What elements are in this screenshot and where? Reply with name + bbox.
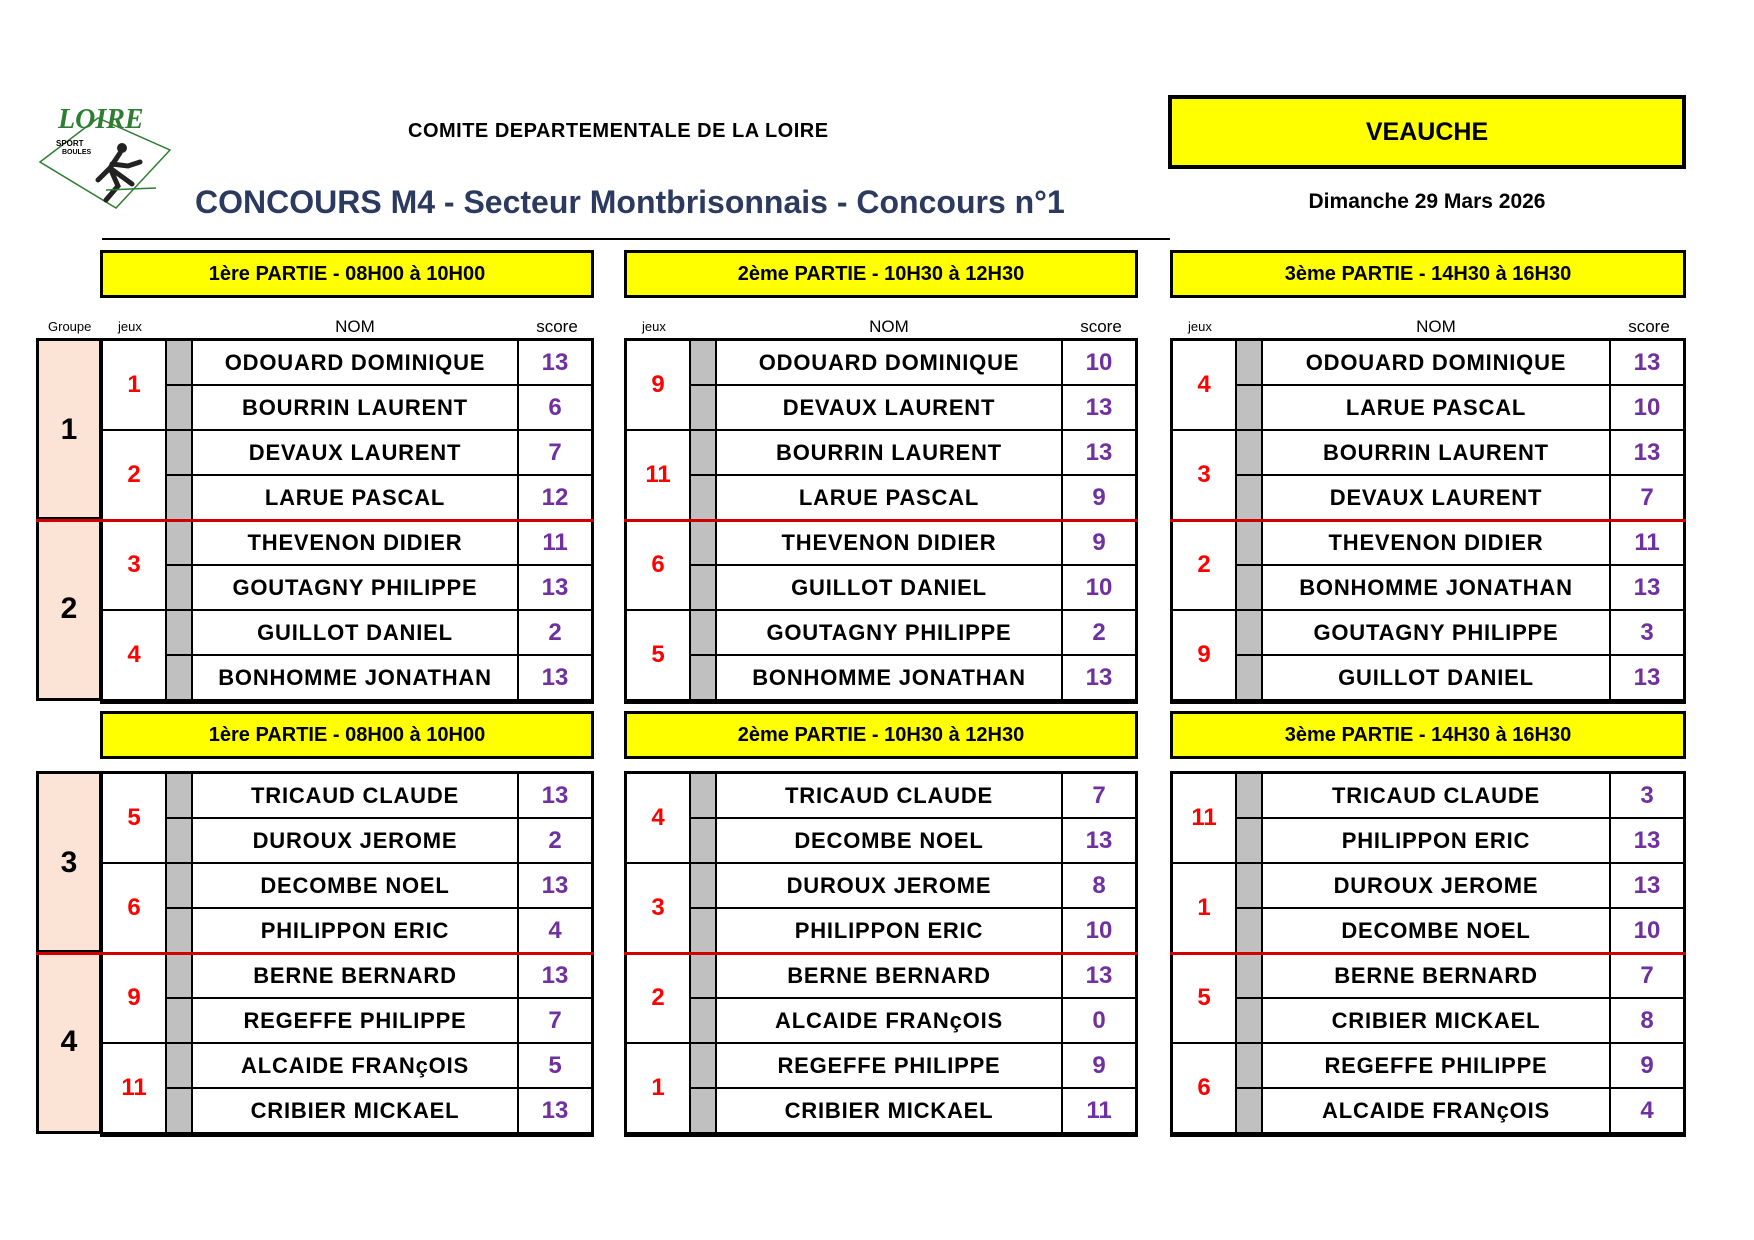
gray-spacer-cell xyxy=(691,566,717,611)
player-name: REGEFFE PHILIPPE xyxy=(717,1044,1061,1089)
player-name: DECOMBE NOEL xyxy=(717,819,1061,864)
player-name: BERNE BERNARD xyxy=(1263,954,1609,999)
phase-header: 1ère PARTIE - 08H00 à 10H00 xyxy=(100,711,594,759)
gray-spacer-cell xyxy=(167,774,193,819)
player-score: 7 xyxy=(517,431,591,476)
jeu-number: 11 xyxy=(627,431,691,521)
jeu-number: 1 xyxy=(627,1044,691,1134)
player-name: REGEFFE PHILIPPE xyxy=(1263,1044,1609,1089)
loire-sport-boules-logo xyxy=(36,104,176,214)
player-score: 13 xyxy=(517,954,591,999)
player-name: GUILLOT DANIEL xyxy=(717,566,1061,611)
player-score: 2 xyxy=(517,819,591,864)
player-name: DEVAUX LAURENT xyxy=(193,431,517,476)
gray-spacer-cell xyxy=(1237,611,1263,656)
jeu-number: 2 xyxy=(103,431,167,521)
gray-spacer-cell xyxy=(167,431,193,476)
player-name: DUROUX JEROME xyxy=(717,864,1061,909)
player-score: 3 xyxy=(1609,611,1683,656)
column-header-score: score xyxy=(536,317,578,336)
committee-name: COMITE DEPARTEMENTALE DE LA LOIRE xyxy=(408,120,829,142)
player-name: CRIBIER MICKAEL xyxy=(717,1089,1061,1134)
player-score: 2 xyxy=(1061,611,1135,656)
player-score: 4 xyxy=(517,909,591,954)
player-name: PHILIPPON ERIC xyxy=(717,909,1061,954)
gray-spacer-cell xyxy=(167,819,193,864)
player-score: 13 xyxy=(1061,656,1135,701)
jeu-number: 6 xyxy=(103,864,167,954)
gray-spacer-cell xyxy=(167,656,193,701)
player-name: DECOMBE NOEL xyxy=(193,864,517,909)
column-header-score: score xyxy=(1080,317,1122,336)
jeu-number: 2 xyxy=(1173,521,1237,611)
gray-spacer-cell xyxy=(691,954,717,999)
player-name: GOUTAGNY PHILIPPE xyxy=(1263,611,1609,656)
player-name: TRICAUD CLAUDE xyxy=(717,774,1061,819)
player-score: 6 xyxy=(517,386,591,431)
gray-spacer-cell xyxy=(1237,386,1263,431)
player-name: ODOUARD DOMINIQUE xyxy=(1263,341,1609,386)
player-score: 10 xyxy=(1061,566,1135,611)
jeu-number: 4 xyxy=(1173,341,1237,431)
column-header-jeux: jeux xyxy=(642,319,666,334)
jeu-number: 9 xyxy=(103,954,167,1044)
gray-spacer-cell xyxy=(1237,521,1263,566)
player-score: 9 xyxy=(1061,521,1135,566)
gray-spacer-cell xyxy=(691,341,717,386)
group-label: 1 xyxy=(36,338,102,521)
player-name: PHILIPPON ERIC xyxy=(193,909,517,954)
player-score: 7 xyxy=(1609,954,1683,999)
player-name: BONHOMME JONATHAN xyxy=(717,656,1061,701)
gray-spacer-cell xyxy=(1237,1089,1263,1134)
player-name: ODOUARD DOMINIQUE xyxy=(717,341,1061,386)
player-score: 11 xyxy=(1061,1089,1135,1134)
player-name: LARUE PASCAL xyxy=(1263,386,1609,431)
gray-spacer-cell xyxy=(691,611,717,656)
gray-spacer-cell xyxy=(691,909,717,954)
gray-spacer-cell xyxy=(167,386,193,431)
player-name: CRIBIER MICKAEL xyxy=(193,1089,517,1134)
player-name: THEVENON DIDIER xyxy=(1263,521,1609,566)
player-name: ODOUARD DOMINIQUE xyxy=(193,341,517,386)
column-header-groupe: Groupe xyxy=(48,319,92,334)
venue-box: VEAUCHE xyxy=(1168,95,1686,169)
gray-spacer-cell xyxy=(691,656,717,701)
gray-spacer-cell xyxy=(1237,999,1263,1044)
player-score: 7 xyxy=(517,999,591,1044)
player-name: THEVENON DIDIER xyxy=(717,521,1061,566)
group-separator xyxy=(100,952,594,955)
player-name: BONHOMME JONATHAN xyxy=(193,656,517,701)
column-header-nom: NOM xyxy=(869,317,909,336)
jeu-number: 6 xyxy=(627,521,691,611)
phase-header: 3ème PARTIE - 14H30 à 16H30 xyxy=(1170,711,1686,759)
player-score: 7 xyxy=(1061,774,1135,819)
column-header-nom: NOM xyxy=(335,317,375,336)
player-name: DUROUX JEROME xyxy=(1263,864,1609,909)
group-separator xyxy=(36,519,104,522)
player-score: 13 xyxy=(1609,341,1683,386)
player-name: ALCAIDE FRANçOIS xyxy=(717,999,1061,1044)
jeu-number: 11 xyxy=(1173,774,1237,864)
gray-spacer-cell xyxy=(167,341,193,386)
gray-spacer-cell xyxy=(1237,819,1263,864)
group-label: 2 xyxy=(36,517,102,701)
jeu-number: 1 xyxy=(1173,864,1237,954)
player-score: 13 xyxy=(517,864,591,909)
player-name: LARUE PASCAL xyxy=(193,476,517,521)
player-name: GOUTAGNY PHILIPPE xyxy=(193,566,517,611)
player-name: BOURRIN LAURENT xyxy=(717,431,1061,476)
gray-spacer-cell xyxy=(167,999,193,1044)
player-score: 13 xyxy=(1609,566,1683,611)
player-score: 2 xyxy=(517,611,591,656)
column-header-score: score xyxy=(1628,317,1670,336)
gray-spacer-cell xyxy=(691,476,717,521)
player-score: 10 xyxy=(1609,386,1683,431)
jeu-number: 11 xyxy=(103,1044,167,1134)
player-score: 13 xyxy=(517,774,591,819)
player-name: BERNE BERNARD xyxy=(717,954,1061,999)
svg-text:SPORT: SPORT xyxy=(56,139,84,148)
player-score: 8 xyxy=(1061,864,1135,909)
title-underline xyxy=(102,238,1170,240)
player-score: 9 xyxy=(1061,1044,1135,1089)
jeu-number: 4 xyxy=(103,611,167,701)
player-name: DECOMBE NOEL xyxy=(1263,909,1609,954)
player-score: 13 xyxy=(1609,431,1683,476)
player-name: THEVENON DIDIER xyxy=(193,521,517,566)
gray-spacer-cell xyxy=(167,1089,193,1134)
gray-spacer-cell xyxy=(691,864,717,909)
group-label: 3 xyxy=(36,771,102,954)
gray-spacer-cell xyxy=(691,819,717,864)
player-name: REGEFFE PHILIPPE xyxy=(193,999,517,1044)
gray-spacer-cell xyxy=(1237,431,1263,476)
player-name: CRIBIER MICKAEL xyxy=(1263,999,1609,1044)
player-score: 11 xyxy=(517,521,591,566)
player-name: DEVAUX LAURENT xyxy=(1263,476,1609,521)
gray-spacer-cell xyxy=(1237,1044,1263,1089)
phase-header: 3ème PARTIE - 14H30 à 16H30 xyxy=(1170,250,1686,298)
gray-spacer-cell xyxy=(691,1044,717,1089)
player-name: TRICAUD CLAUDE xyxy=(193,774,517,819)
jeu-number: 1 xyxy=(103,341,167,431)
player-name: GOUTAGNY PHILIPPE xyxy=(717,611,1061,656)
phase-header: 2ème PARTIE - 10H30 à 12H30 xyxy=(624,250,1138,298)
gray-spacer-cell xyxy=(1237,909,1263,954)
player-score: 11 xyxy=(1609,521,1683,566)
player-score: 13 xyxy=(517,1089,591,1134)
player-score: 13 xyxy=(1609,819,1683,864)
gray-spacer-cell xyxy=(167,566,193,611)
player-name: BERNE BERNARD xyxy=(193,954,517,999)
player-score: 9 xyxy=(1609,1044,1683,1089)
player-name: BOURRIN LAURENT xyxy=(1263,431,1609,476)
gray-spacer-cell xyxy=(691,774,717,819)
player-score: 13 xyxy=(1061,386,1135,431)
jeu-number: 5 xyxy=(627,611,691,701)
player-name: TRICAUD CLAUDE xyxy=(1263,774,1609,819)
gray-spacer-cell xyxy=(691,1089,717,1134)
group-separator xyxy=(36,952,104,955)
column-header-jeux: jeux xyxy=(118,319,142,334)
player-score: 12 xyxy=(517,476,591,521)
jeu-number: 6 xyxy=(1173,1044,1237,1134)
group-separator xyxy=(1170,519,1686,522)
group-separator xyxy=(100,519,594,522)
gray-spacer-cell xyxy=(691,386,717,431)
player-score: 10 xyxy=(1609,909,1683,954)
player-name: ALCAIDE FRANçOIS xyxy=(1263,1089,1609,1134)
player-score: 9 xyxy=(1061,476,1135,521)
player-score: 7 xyxy=(1609,476,1683,521)
gray-spacer-cell xyxy=(691,521,717,566)
gray-spacer-cell xyxy=(167,1044,193,1089)
player-name: LARUE PASCAL xyxy=(717,476,1061,521)
gray-spacer-cell xyxy=(1237,656,1263,701)
player-name: DEVAUX LAURENT xyxy=(717,386,1061,431)
player-name: BONHOMME JONATHAN xyxy=(1263,566,1609,611)
gray-spacer-cell xyxy=(1237,954,1263,999)
player-name: BOURRIN LAURENT xyxy=(193,386,517,431)
gray-spacer-cell xyxy=(1237,864,1263,909)
jeu-number: 4 xyxy=(627,774,691,864)
gray-spacer-cell xyxy=(167,864,193,909)
group-separator xyxy=(624,952,1138,955)
player-score: 13 xyxy=(1609,656,1683,701)
event-date: Dimanche 29 Mars 2026 xyxy=(1308,190,1546,213)
phase-header: 2ème PARTIE - 10H30 à 12H30 xyxy=(624,711,1138,759)
player-score: 13 xyxy=(1609,864,1683,909)
player-name: GUILLOT DANIEL xyxy=(193,611,517,656)
player-score: 3 xyxy=(1609,774,1683,819)
gray-spacer-cell xyxy=(167,611,193,656)
player-score: 13 xyxy=(517,341,591,386)
player-name: ALCAIDE FRANçOIS xyxy=(193,1044,517,1089)
player-score: 13 xyxy=(517,566,591,611)
player-score: 13 xyxy=(1061,819,1135,864)
jeu-number: 3 xyxy=(1173,431,1237,521)
gray-spacer-cell xyxy=(167,521,193,566)
player-score: 10 xyxy=(1061,341,1135,386)
group-separator xyxy=(624,519,1138,522)
player-score: 5 xyxy=(517,1044,591,1089)
gray-spacer-cell xyxy=(167,909,193,954)
column-header-nom: NOM xyxy=(1416,317,1456,336)
column-header-jeux: jeux xyxy=(1188,319,1212,334)
svg-text:BOULES: BOULES xyxy=(62,149,92,156)
jeu-number: 9 xyxy=(1173,611,1237,701)
player-score: 8 xyxy=(1609,999,1683,1044)
gray-spacer-cell xyxy=(167,954,193,999)
jeu-number: 3 xyxy=(103,521,167,611)
phase-header: 1ère PARTIE - 08H00 à 10H00 xyxy=(100,250,594,298)
player-score: 10 xyxy=(1061,909,1135,954)
jeu-number: 3 xyxy=(627,864,691,954)
gray-spacer-cell xyxy=(1237,341,1263,386)
gray-spacer-cell xyxy=(1237,476,1263,521)
svg-text:LOIRE: LOIRE xyxy=(58,104,144,135)
player-name: PHILIPPON ERIC xyxy=(1263,819,1609,864)
player-score: 13 xyxy=(1061,431,1135,476)
jeu-number: 5 xyxy=(1173,954,1237,1044)
gray-spacer-cell xyxy=(691,999,717,1044)
player-name: DUROUX JEROME xyxy=(193,819,517,864)
group-label: 4 xyxy=(36,950,102,1134)
player-score: 13 xyxy=(1061,954,1135,999)
gray-spacer-cell xyxy=(1237,566,1263,611)
gray-spacer-cell xyxy=(1237,774,1263,819)
gray-spacer-cell xyxy=(167,476,193,521)
jeu-number: 9 xyxy=(627,341,691,431)
jeu-number: 2 xyxy=(627,954,691,1044)
player-score: 0 xyxy=(1061,999,1135,1044)
group-separator xyxy=(1170,952,1686,955)
page-title: CONCOURS M4 - Secteur Montbrisonnais - Concours n°1 xyxy=(195,184,1065,220)
jeu-number: 5 xyxy=(103,774,167,864)
player-score: 4 xyxy=(1609,1089,1683,1134)
player-score: 13 xyxy=(517,656,591,701)
player-name: GUILLOT DANIEL xyxy=(1263,656,1609,701)
gray-spacer-cell xyxy=(691,431,717,476)
